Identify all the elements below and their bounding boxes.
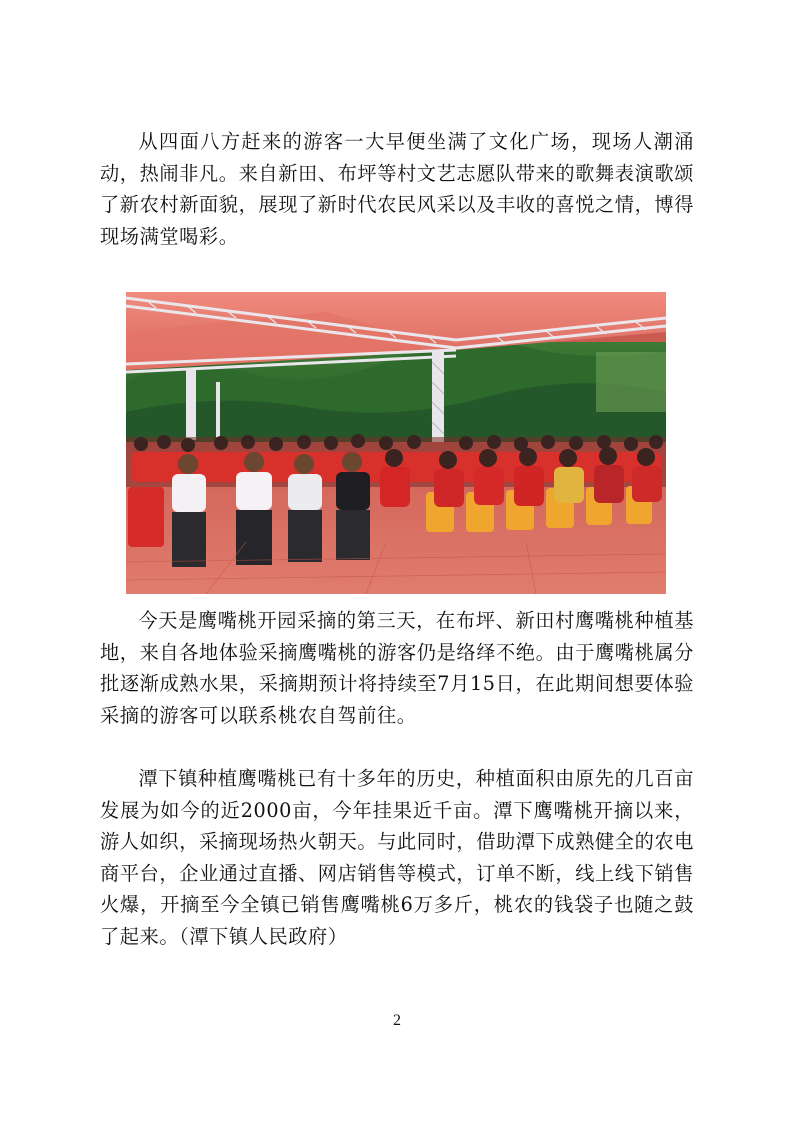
paragraph-2: 今天是鹰嘴桃开园采摘的第三天，在布坪、新田村鹰嘴桃种植基地，来自各地体验采摘鹰嘴桃的游客仍是络绎不绝。由于鹰嘴桃属分批逐渐成熟水果，采摘期预计将持续至7月15日，在此期间想要体验采摘的游客可以联系桃农自驾前往。 <box>100 609 694 727</box>
event-photo <box>126 292 666 594</box>
page-number: 2 <box>393 1012 401 1029</box>
paragraph-1: 从四面八方赶来的游客一大早便坐满了文化广场，现场人潮涌动，热闹非凡。来自新田、布坪等村文艺志愿队带来的歌舞表演歌颂了新农村新面貌，展现了新时代农民风采以及丰收的喜悦之情，博得现场满堂喝彩。 <box>100 130 694 248</box>
paragraph-3: 潭下镇种植鹰嘴桃已有十多年的历史，种植面积由原先的几百亩发展为如今的近2000亩，今年挂果近千亩。潭下鹰嘴桃开摘以来，游人如织，采摘现场热火朝天。与此同时，借助潭下成熟健全的农电商平台，企业通过直播、网店销售等模式，订单不断，线上线下销售火爆，开摘至今全镇已销售鹰嘴桃6万多斤，桃农的钱袋子也随之鼓了起来。（潭下镇人民政府） <box>100 767 694 948</box>
